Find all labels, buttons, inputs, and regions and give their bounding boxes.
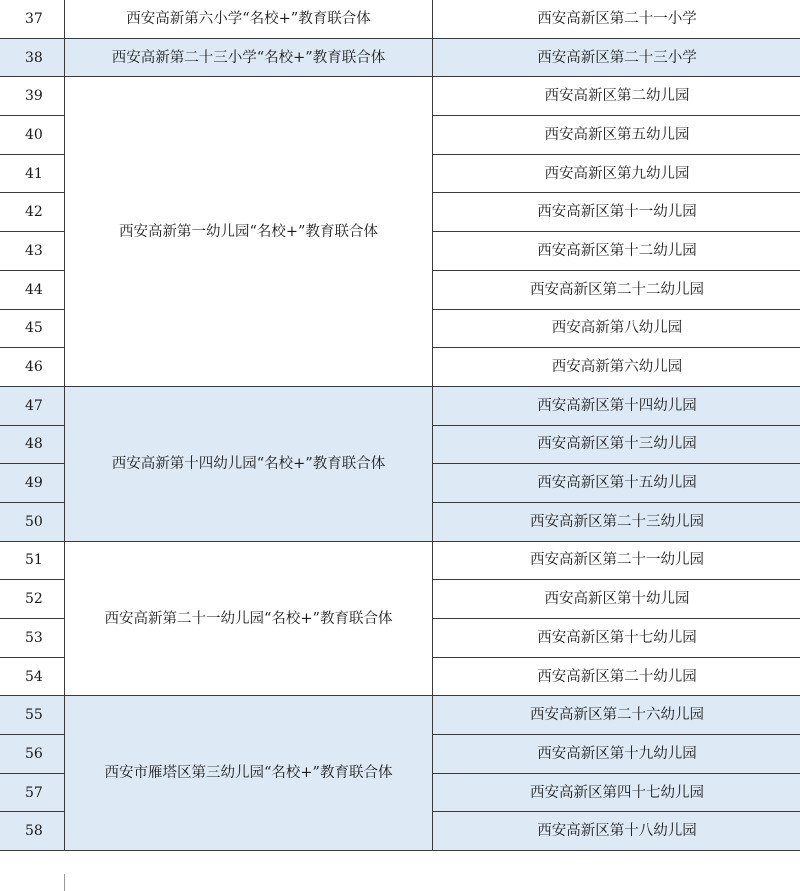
row-number: 42: [0, 193, 65, 232]
table-row: [0, 77, 800, 116]
member-school: 西安高新区第二十三幼儿园: [433, 502, 800, 541]
row-number: 43: [0, 232, 65, 271]
row-number: 39: [0, 77, 65, 116]
alliance-name: 西安高新第六小学“名校+”教育联合体: [65, 0, 433, 38]
member-school: 西安高新区第十三幼儿园: [433, 425, 800, 464]
column-divider: [64, 874, 65, 891]
table-row: [0, 0, 800, 38]
row-number: 40: [0, 116, 65, 155]
table-row: [0, 38, 800, 77]
row-number: 54: [0, 657, 65, 696]
row-number: 50: [0, 502, 65, 541]
member-school: 西安高新区第九幼儿园: [433, 154, 800, 193]
member-school: 西安高新区第十四幼儿园: [433, 386, 800, 425]
alliance-name: 西安高新第十四幼儿园“名校+”教育联合体: [65, 386, 433, 541]
row-number: 56: [0, 735, 65, 774]
row-number: 49: [0, 464, 65, 503]
member-school: 西安高新区第十一幼儿园: [433, 193, 800, 232]
row-number: 53: [0, 619, 65, 658]
member-school: 西安高新区第二十六幼儿园: [433, 696, 800, 735]
row-number: 57: [0, 773, 65, 812]
alliance-name: 西安高新第二十一幼儿园“名校+”教育联合体: [65, 541, 433, 696]
table-row: [0, 386, 800, 425]
member-school: 西安高新区第二十三小学: [433, 38, 800, 77]
member-school: 西安高新区第十九幼儿园: [433, 735, 800, 774]
member-school: 西安高新区第二十一幼儿园: [433, 541, 800, 580]
row-number: 45: [0, 309, 65, 348]
row-number: 55: [0, 696, 65, 735]
member-school: 西安高新区第十五幼儿园: [433, 464, 800, 503]
member-school: 西安高新区第二十幼儿园: [433, 657, 800, 696]
row-number: 48: [0, 425, 65, 464]
row-number: 41: [0, 154, 65, 193]
member-school: 西安高新区第十七幼儿园: [433, 619, 800, 658]
row-number: 44: [0, 270, 65, 309]
table-row: [0, 696, 800, 735]
row-number: 37: [0, 0, 65, 38]
member-school: 西安高新区第十二幼儿园: [433, 232, 800, 271]
member-school: 西安高新区第五幼儿园: [433, 116, 800, 155]
row-number: 47: [0, 386, 65, 425]
member-school: 西安高新区第二幼儿园: [433, 77, 800, 116]
member-school: 西安高新区第二十二幼儿园: [433, 270, 800, 309]
row-number: 38: [0, 38, 65, 77]
row-number: 58: [0, 812, 65, 851]
member-school: 西安高新区第十幼儿园: [433, 580, 800, 619]
member-school: 西安高新第六幼儿园: [433, 348, 800, 387]
alliance-name: 西安高新第二十三小学“名校+”教育联合体: [65, 38, 433, 77]
table-row: [0, 541, 800, 580]
table-bottom-margin: [0, 874, 800, 891]
member-school: 西安高新区第十八幼儿园: [433, 812, 800, 851]
alliance-name: 西安市雁塔区第三幼儿园“名校+”教育联合体: [65, 696, 433, 851]
member-school: 西安高新区第二十一小学: [433, 0, 800, 38]
row-number: 46: [0, 348, 65, 387]
alliance-name: 西安高新第一幼儿园“名校+”教育联合体: [65, 77, 433, 387]
member-school: 西安高新区第四十七幼儿园: [433, 773, 800, 812]
member-school: 西安高新第八幼儿园: [433, 309, 800, 348]
row-number: 52: [0, 580, 65, 619]
row-number: 51: [0, 541, 65, 580]
